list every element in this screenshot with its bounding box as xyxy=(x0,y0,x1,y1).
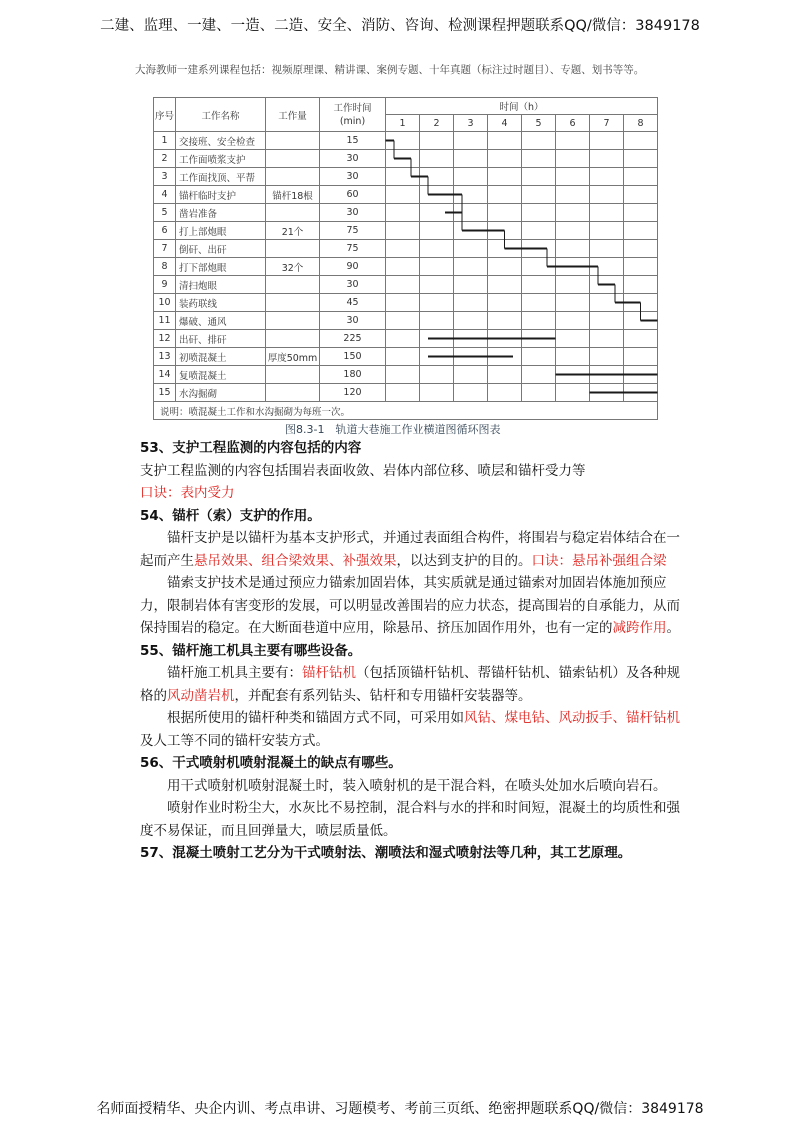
cell-seq: 13 xyxy=(154,348,176,366)
figure-caption: 图8.3-1 轨道大巷施工作业横道图循环图表 xyxy=(285,423,501,436)
q57-title: 57、混凝土喷射工艺分为干式喷射法、潮喷法和湿式喷射法等几种，其工艺原理。 xyxy=(140,845,632,861)
q54-p1-text2: ，以达到支护的目的。 xyxy=(396,552,532,569)
course-intro: 大海教师一建系列课程包括：视频原理课、精讲课、案例专题、十年真题（标注过时题目）、专题、划书等等。 xyxy=(135,64,645,76)
q54-p1-text: 锚杆支护是以锚杆为基本支护形式，并通过表面组合构件，将围岩与稳定岩体结合在一起而产生 xyxy=(140,530,680,569)
cell-qty: 锚杆18根 xyxy=(266,186,320,204)
cell-time: 75 xyxy=(320,222,386,240)
cell-time: 30 xyxy=(320,168,386,186)
cell-seq: 1 xyxy=(154,132,176,150)
cell-seq: 10 xyxy=(154,294,176,312)
q55-p1-text3: ，并配套有系列钻头、钻杆和专用锚杆安装器等。 xyxy=(234,687,532,704)
q53-title: 53、支护工程监测的内容包括的内容 xyxy=(140,440,362,456)
q56-para1: 用干式喷射机喷射混凝土时，装入喷射机的是干混合料，在喷头处加水后喷向岩石。 xyxy=(167,777,667,794)
cell-seq: 8 xyxy=(154,258,176,276)
header-hours-group: 时间（h） xyxy=(386,98,658,115)
cell-seq: 14 xyxy=(154,366,176,384)
cell-seq: 6 xyxy=(154,222,176,240)
q54-p1-effects: 悬吊效果、组合梁效果、补强效果 xyxy=(194,552,397,569)
q54-p2-text: 锚索支护技术是通过预应力锚索加固岩体，其实质就是通过锚索对加固岩体施加预应力，限制岩体有害变形的发展，可以明显改善围岩的应力状态，提高围岩的自承能力，从而保持围岩的稳定。在大断面巷道中应用，除悬吊、挤压加固作用外，也有一定的 xyxy=(140,575,680,636)
cell-name: 凿岩准备 xyxy=(176,204,266,222)
cell-name: 初喷混凝土 xyxy=(176,348,266,366)
cell-time: 15 xyxy=(320,132,386,150)
q55-p1-drill: 锚杆钻机 xyxy=(302,665,356,681)
cell-time: 30 xyxy=(320,150,386,168)
cell-time: 90 xyxy=(320,258,386,276)
cell-time: 150 xyxy=(320,348,386,366)
cell-name: 倒矸、出矸 xyxy=(176,240,266,258)
cell-seq: 12 xyxy=(154,330,176,348)
cell-time: 180 xyxy=(320,366,386,384)
cell-name: 装药联线 xyxy=(176,294,266,312)
q55-p1-text: 锚杆施工机具主要有： xyxy=(167,665,302,681)
cell-name: 工作面喷浆支护 xyxy=(176,150,266,168)
cell-time: 30 xyxy=(320,276,386,294)
cell-seq: 7 xyxy=(154,240,176,258)
header-seq: 序号 xyxy=(154,98,176,132)
q55-p1-text2: （包括顶锚杆钻机、帮锚杆钻机、锚索钻机）及各种规格的 xyxy=(140,665,680,704)
cell-name: 工作面找顶、平帮 xyxy=(176,168,266,186)
q55-title: 55、锚杆施工机具主要有哪些设备。 xyxy=(140,642,362,659)
cell-name: 水沟掘砌 xyxy=(176,384,266,402)
cell-seq: 3 xyxy=(154,168,176,186)
cell-name: 复喷混凝土 xyxy=(176,366,266,384)
q54-p2-end: 。 xyxy=(666,620,680,636)
page-footer: 名师面授精华、央企内训、考点串讲、习题模考、考前三页纸、绝密押题联系QQ/微信：3849178 xyxy=(96,1101,704,1117)
cell-name: 爆破、通风 xyxy=(176,312,266,330)
header-hour: 6 xyxy=(556,115,590,132)
header-hour: 7 xyxy=(590,115,624,132)
cell-time: 225 xyxy=(320,330,386,348)
q55-para2 xyxy=(140,707,685,752)
cell-name: 清扫炮眼 xyxy=(176,276,266,294)
q54-para1 xyxy=(140,527,685,572)
table-note: 说明：喷混凝土工作和水沟掘砌为每班一次。 xyxy=(154,402,658,420)
q56-title: 56、干式喷射机喷射混凝土的缺点有哪些。 xyxy=(140,755,402,771)
cell-name: 打下部炮眼 xyxy=(176,258,266,276)
header-hour: 1 xyxy=(386,115,420,132)
cell-name: 交接班、安全检查 xyxy=(176,132,266,150)
cell-time: 30 xyxy=(320,312,386,330)
q55-p1-rockdrill: 风动凿岩机 xyxy=(167,687,235,704)
cell-name: 锚杆临时支护 xyxy=(176,186,266,204)
q54-p1-mnemonic: 口诀：悬吊补强组合梁 xyxy=(531,552,667,569)
q55-para1 xyxy=(140,662,685,707)
cell-time: 60 xyxy=(320,186,386,204)
cell-time: 30 xyxy=(320,204,386,222)
q55-p2-end: 及人工等不同的锚杆安装方式。 xyxy=(140,732,329,749)
cell-seq: 11 xyxy=(154,312,176,330)
cell-time: 120 xyxy=(320,384,386,402)
cell-qty: 21个 xyxy=(266,222,320,240)
cell-seq: 9 xyxy=(154,276,176,294)
q55-p2-text: 根据所使用的锚杆种类和锚固方式不同，可采用如 xyxy=(167,710,464,726)
cell-qty: 32个 xyxy=(266,258,320,276)
content xyxy=(140,437,685,865)
header-name: 工作名称 xyxy=(176,98,266,132)
header-hour: 3 xyxy=(454,115,488,132)
cell-qty: 厚度50mm xyxy=(266,348,320,366)
q54-title: 54、锚杆（索）支护的作用。 xyxy=(140,507,321,524)
header-hour: 8 xyxy=(624,115,658,132)
page-header: 二建、监理、一建、一造、二造、安全、消防、咨询、检测课程押题联系QQ/微信：3849178 xyxy=(100,18,700,34)
cell-name: 打上部炮眼 xyxy=(176,222,266,240)
header-qty: 工作量 xyxy=(266,98,320,132)
q54-p2-highlight: 减跨作用 xyxy=(612,620,667,636)
q56-para2: 喷射作业时粉尘大，水灰比不易控制，混合料与水的拌和时间短，混凝土的均质性和强度不易保证，而且回弹量大，喷层质量低。 xyxy=(140,800,680,839)
header-hour: 2 xyxy=(420,115,454,132)
cell-name: 出矸、排矸 xyxy=(176,330,266,348)
q53-body: 支护工程监测的内容包括围岩表面收敛、岩体内部位移、喷层和锚杆受力等 xyxy=(140,462,586,479)
q55-p2-tools: 风钻、煤电钻、风动扳手、锚杆钻机 xyxy=(464,710,680,726)
q54-para2 xyxy=(140,572,685,640)
gantt-bars xyxy=(153,97,658,415)
cell-time: 75 xyxy=(320,240,386,258)
header-time: 工作时间 (min) xyxy=(320,98,386,132)
cell-seq: 15 xyxy=(154,384,176,402)
header-hour: 4 xyxy=(488,115,522,132)
header-hour: 5 xyxy=(522,115,556,132)
cell-seq: 4 xyxy=(154,186,176,204)
cell-seq: 2 xyxy=(154,150,176,168)
cell-time: 45 xyxy=(320,294,386,312)
q53-mnemonic: 口诀：表内受力 xyxy=(140,485,235,501)
cell-seq: 5 xyxy=(154,204,176,222)
schedule-figure xyxy=(153,97,658,418)
